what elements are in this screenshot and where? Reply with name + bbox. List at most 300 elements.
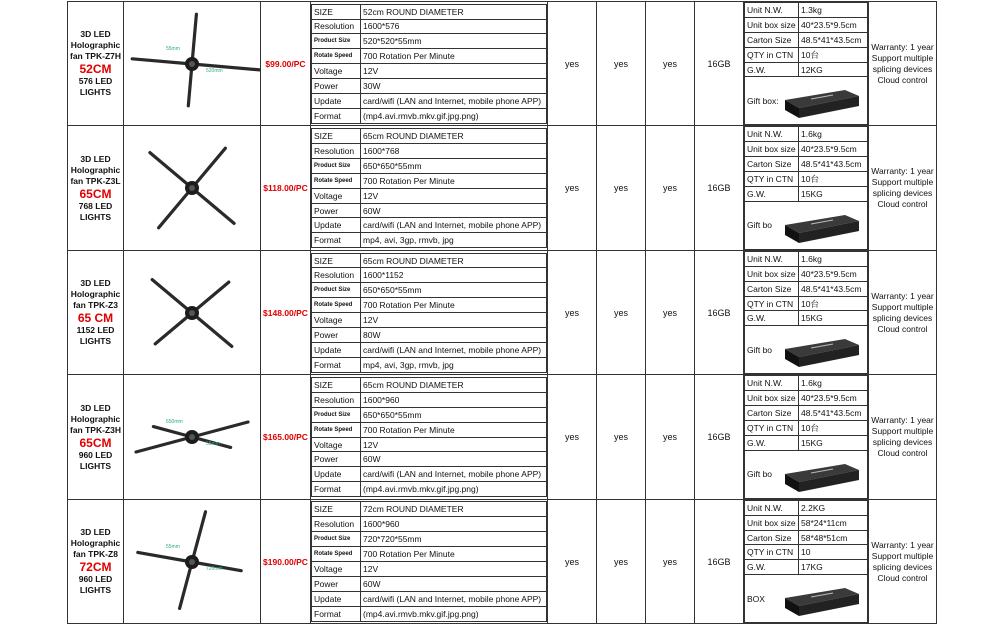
packing-cell: [744, 2, 869, 126]
spec-label: Format: [312, 233, 361, 248]
spec-row: [312, 4, 547, 19]
product-size: 72CM: [79, 560, 112, 575]
spec-row: [312, 188, 547, 203]
product-lights: 768 LED LIGHTS: [78, 200, 113, 222]
fan-dim-label: 55mm: [206, 441, 220, 448]
spec-value: card/wifi (LAN and Internet, mobile phone APP): [361, 218, 547, 233]
spec-label: Update: [312, 342, 361, 357]
packing-row: [745, 560, 868, 575]
spec-label: SIZE: [312, 502, 361, 517]
spec-value: 12V: [361, 64, 547, 79]
packing-row: [745, 421, 868, 436]
packing-value: 10台: [799, 296, 868, 311]
warranty: Warranty: 1 year Support multiple splicing devices Cloud control: [869, 2, 937, 126]
product-lights: 1152 LED LIGHTS: [76, 325, 115, 347]
spec-value: (mp4.avi.rmvb.mkv.gif.jpg.png): [361, 606, 547, 621]
fan-image: [124, 379, 260, 495]
packing-label: Unit box size: [745, 17, 799, 32]
packing-label: G.W.: [745, 560, 799, 575]
feature-1: yes: [548, 499, 597, 623]
packing-row: [745, 172, 868, 187]
spec-row: [312, 606, 547, 621]
packing-label: Unit N.W.: [745, 3, 799, 18]
packing-row: [745, 296, 868, 311]
spec-row: [312, 108, 547, 123]
memory: 16GB: [695, 2, 744, 126]
product-image-cell: [124, 499, 261, 623]
spec-label: Format: [312, 357, 361, 372]
spec-row: [312, 576, 547, 591]
fan-dim-label: 55mm: [166, 45, 180, 52]
spec-label: Power: [312, 576, 361, 591]
packing-value: 10台: [799, 421, 868, 436]
spec-label: Update: [312, 218, 361, 233]
feature-2: yes: [597, 375, 646, 499]
packing-label: QTY in CTN: [745, 421, 799, 436]
spec-label: SIZE: [312, 253, 361, 268]
spec-value: mp4, avi, 3gp, rmvb, jpg: [361, 233, 547, 248]
feature-3: yes: [646, 499, 695, 623]
box-cell: [745, 326, 868, 374]
packing-label: G.W.: [745, 311, 799, 326]
packing-label: G.W.: [745, 62, 799, 77]
feature-3: yes: [646, 250, 695, 374]
box-label: Gift bo: [747, 469, 773, 480]
spec-label: Rotate Speed: [312, 173, 361, 188]
spec-value: 12V: [361, 313, 547, 328]
spec-label: Product Size: [312, 532, 361, 547]
product-row: [68, 2, 937, 126]
spec-value: card/wifi (LAN and Internet, mobile phone APP): [361, 467, 547, 482]
fan-dim-label: 520mm: [206, 67, 223, 74]
packing-value: 10: [799, 545, 868, 560]
spec-value: card/wifi (LAN and Internet, mobile phone APP): [361, 94, 547, 109]
spec-value: 72cm ROUND DIAMETER: [361, 502, 547, 517]
packing-value: 1.6kg: [799, 376, 868, 391]
feature-3: yes: [646, 2, 695, 126]
spec-label: Resolution: [312, 268, 361, 283]
packing-label: Unit box size: [745, 142, 799, 157]
packing-value: 15KG: [799, 187, 868, 202]
product-row: [68, 126, 937, 250]
packing-cell: [744, 499, 869, 623]
gift-box-image: [781, 211, 861, 245]
feature-3: yes: [646, 375, 695, 499]
packing-row: [745, 311, 868, 326]
packing-table: [744, 126, 868, 249]
packing-value: 40*23.5*9.5cm: [799, 142, 868, 157]
packing-label: Unit box size: [745, 266, 799, 281]
box-label: Gift bo: [747, 344, 773, 355]
product-name-cell: [68, 126, 124, 250]
spec-label: Voltage: [312, 188, 361, 203]
packing-row: [745, 251, 868, 266]
spec-row: [312, 233, 547, 248]
spec-label: Product Size: [312, 283, 361, 298]
packing-value: 2.2KG: [799, 500, 868, 515]
packing-label: Carton Size: [745, 406, 799, 421]
product-size: 65CM: [79, 186, 112, 201]
spec-row: [312, 64, 547, 79]
spec-value: 60W: [361, 203, 547, 218]
spec-row: [312, 144, 547, 159]
spec-value: 650*650*55mm: [361, 407, 547, 422]
product-size: 65CM: [79, 435, 112, 450]
packing-value: 48.5*41*43.5cm: [799, 32, 868, 47]
packing-value: 1.3kg: [799, 3, 868, 18]
packing-row: [745, 62, 868, 77]
spec-row: [312, 392, 547, 407]
packing-row: [745, 530, 868, 545]
product-price: $118.00/PC: [261, 126, 311, 250]
product-price: $148.00/PC: [261, 250, 311, 374]
spec-table: [311, 377, 547, 497]
packing-label: Unit N.W.: [745, 376, 799, 391]
spec-row: [312, 218, 547, 233]
spec-value: 650*650*55mm: [361, 158, 547, 173]
packing-row: [745, 201, 868, 249]
spec-value: card/wifi (LAN and Internet, mobile phone APP): [361, 342, 547, 357]
spec-value: 80W: [361, 328, 547, 343]
spec-row: [312, 203, 547, 218]
fan-image: [124, 255, 260, 371]
packing-value: 1.6kg: [799, 251, 868, 266]
spec-row: [312, 482, 547, 497]
box-cell: [745, 77, 868, 125]
packing-label: Carton Size: [745, 530, 799, 545]
packing-label: G.W.: [745, 435, 799, 450]
box-cell: [745, 201, 868, 249]
spec-row: [312, 79, 547, 94]
spec-cell: [311, 2, 548, 126]
spec-label: Power: [312, 452, 361, 467]
warranty: Warranty: 1 year Support multiple splicing devices Cloud control: [869, 250, 937, 374]
spec-label: SIZE: [312, 4, 361, 19]
spec-label: Product Size: [312, 34, 361, 49]
product-name-cell: [68, 250, 124, 374]
spec-value: 12V: [361, 188, 547, 203]
spec-row: [312, 407, 547, 422]
spec-label: Power: [312, 79, 361, 94]
spec-row: [312, 378, 547, 393]
product-size: 65 CM: [77, 311, 114, 326]
box-label: BOX: [747, 593, 765, 604]
packing-value: 1.6kg: [799, 127, 868, 142]
packing-label: Carton Size: [745, 281, 799, 296]
spec-row: [312, 283, 547, 298]
product-row: [68, 250, 937, 374]
spec-row: [312, 467, 547, 482]
product-name-cell: [68, 2, 124, 126]
spec-value: (mp4.avi.rmvb.mkv.gif.jpg.png): [361, 108, 547, 123]
packing-value: 58*48*51cm: [799, 530, 868, 545]
spec-label: Update: [312, 467, 361, 482]
memory: 16GB: [695, 126, 744, 250]
packing-row: [745, 376, 868, 391]
spec-value: 700 Rotation Per Minute: [361, 49, 547, 64]
spec-label: Rotate Speed: [312, 422, 361, 437]
packing-label: QTY in CTN: [745, 545, 799, 560]
spec-label: Voltage: [312, 562, 361, 577]
spec-label: Update: [312, 94, 361, 109]
spec-label: Rotate Speed: [312, 298, 361, 313]
feature-2: yes: [597, 250, 646, 374]
gift-box-image: [781, 584, 861, 618]
spec-cell: [311, 126, 548, 250]
product-lights: 960 LED LIGHTS: [78, 574, 113, 596]
product-name-cell: [68, 375, 124, 499]
spec-value: 650*650*55mm: [361, 283, 547, 298]
packing-label: Carton Size: [745, 157, 799, 172]
spec-row: [312, 158, 547, 173]
product-name: 3D LED Holographic fan TPK-Z8: [70, 527, 121, 560]
spec-value: 12V: [361, 437, 547, 452]
packing-label: G.W.: [745, 187, 799, 202]
spec-row: [312, 342, 547, 357]
gift-box-image: [781, 86, 861, 120]
warranty: Warranty: 1 year Support multiple splicing devices Cloud control: [869, 375, 937, 499]
packing-value: 58*24*11cm: [799, 515, 868, 530]
feature-1: yes: [548, 2, 597, 126]
spec-row: [312, 422, 547, 437]
product-lights: 576 LED LIGHTS: [78, 76, 113, 98]
spec-label: Voltage: [312, 437, 361, 452]
packing-value: 48.5*41*43.5cm: [799, 157, 868, 172]
spec-table: [311, 253, 547, 373]
spec-table: [311, 128, 547, 248]
product-sheet: [67, 1, 937, 624]
spec-row: [312, 591, 547, 606]
fan-dim-label: 55mm: [166, 543, 180, 550]
packing-label: Unit N.W.: [745, 500, 799, 515]
spec-row: [312, 547, 547, 562]
spec-row: [312, 19, 547, 34]
fan-dim-label: 720mm: [206, 565, 223, 572]
spec-label: Format: [312, 482, 361, 497]
spec-value: 12V: [361, 562, 547, 577]
packing-label: QTY in CTN: [745, 296, 799, 311]
packing-row: [745, 187, 868, 202]
packing-value: 40*23.5*9.5cm: [799, 17, 868, 32]
product-name-cell: [68, 499, 124, 623]
spec-value: 1600*576: [361, 19, 547, 34]
fan-image: [124, 130, 260, 246]
packing-row: [745, 500, 868, 515]
packing-value: 48.5*41*43.5cm: [799, 406, 868, 421]
spec-value: 720*720*55mm: [361, 532, 547, 547]
packing-row: [745, 435, 868, 450]
packing-row: [745, 326, 868, 374]
spec-row: [312, 562, 547, 577]
packing-value: 17KG: [799, 560, 868, 575]
spec-label: SIZE: [312, 378, 361, 393]
packing-row: [745, 47, 868, 62]
packing-label: Unit box size: [745, 391, 799, 406]
packing-row: [745, 515, 868, 530]
packing-table: [744, 2, 868, 125]
spec-value: 65cm ROUND DIAMETER: [361, 378, 547, 393]
packing-row: [745, 406, 868, 421]
spec-label: Format: [312, 108, 361, 123]
fan-image: [124, 6, 260, 122]
spec-label: Resolution: [312, 144, 361, 159]
packing-label: Carton Size: [745, 32, 799, 47]
packing-row: [745, 545, 868, 560]
spec-cell: [311, 499, 548, 623]
gift-box-image: [781, 335, 861, 369]
packing-cell: [744, 375, 869, 499]
memory: 16GB: [695, 250, 744, 374]
product-name: 3D LED Holographic fan TPK-Z3H: [70, 402, 121, 435]
box-cell: [745, 450, 868, 498]
spec-table: [311, 4, 547, 124]
spec-label: Resolution: [312, 392, 361, 407]
spec-row: [312, 253, 547, 268]
feature-1: yes: [548, 375, 597, 499]
spec-table: [311, 501, 547, 621]
spec-row: [312, 268, 547, 283]
memory: 16GB: [695, 375, 744, 499]
spec-value: 65cm ROUND DIAMETER: [361, 129, 547, 144]
product-name: 3D LED Holographic fan TPK-Z3: [70, 278, 121, 311]
spec-label: Product Size: [312, 407, 361, 422]
feature-1: yes: [548, 126, 597, 250]
spec-label: Voltage: [312, 313, 361, 328]
spec-value: 1600*768: [361, 144, 547, 159]
spec-label: SIZE: [312, 129, 361, 144]
spec-row: [312, 452, 547, 467]
spec-row: [312, 129, 547, 144]
packing-row: [745, 450, 868, 498]
packing-row: [745, 127, 868, 142]
spec-label: Product Size: [312, 158, 361, 173]
packing-cell: [744, 250, 869, 374]
spec-label: Resolution: [312, 517, 361, 532]
packing-row: [745, 142, 868, 157]
packing-table: [744, 500, 868, 623]
spec-row: [312, 313, 547, 328]
spec-label: Rotate Speed: [312, 547, 361, 562]
spec-value: 700 Rotation Per Minute: [361, 422, 547, 437]
packing-row: [745, 266, 868, 281]
spec-cell: [311, 375, 548, 499]
product-name: 3D LED Holographic fan TPK-Z7H: [70, 29, 121, 62]
product-name: 3D LED Holographic fan TPK-Z3L: [70, 153, 121, 186]
packing-cell: [744, 126, 869, 250]
warranty: Warranty: 1 year Support multiple splicing devices Cloud control: [869, 499, 937, 623]
product-size: 52CM: [79, 62, 112, 77]
box-label: Gift bo: [747, 220, 773, 231]
packing-row: [745, 3, 868, 18]
packing-row: [745, 575, 868, 623]
spec-row: [312, 298, 547, 313]
spec-label: Update: [312, 591, 361, 606]
product-image-cell: [124, 375, 261, 499]
packing-label: Unit N.W.: [745, 251, 799, 266]
spec-value: 65cm ROUND DIAMETER: [361, 253, 547, 268]
packing-value: 15KG: [799, 311, 868, 326]
spec-value: 700 Rotation Per Minute: [361, 547, 547, 562]
product-price: $99.00/PC: [261, 2, 311, 126]
box-cell: [745, 575, 868, 623]
spec-label: Power: [312, 328, 361, 343]
spec-label: Power: [312, 203, 361, 218]
product-row: [68, 375, 937, 499]
spec-value: 520*520*55mm: [361, 34, 547, 49]
spec-label: Rotate Speed: [312, 49, 361, 64]
spec-row: [312, 49, 547, 64]
spec-label: Resolution: [312, 19, 361, 34]
packing-row: [745, 157, 868, 172]
packing-value: 12KG: [799, 62, 868, 77]
product-price: $190.00/PC: [261, 499, 311, 623]
spec-row: [312, 532, 547, 547]
feature-1: yes: [548, 250, 597, 374]
product-row: [68, 499, 937, 623]
spec-value: (mp4.avi.rmvb.mkv.gif.jpg.png): [361, 482, 547, 497]
feature-2: yes: [597, 126, 646, 250]
packing-value: 10台: [799, 172, 868, 187]
spec-value: 52cm ROUND DIAMETER: [361, 4, 547, 19]
spec-value: mp4, avi, 3gp, rmvb, jpg: [361, 357, 547, 372]
box-label: Gift box:: [747, 95, 779, 106]
spec-row: [312, 502, 547, 517]
packing-value: 10台: [799, 47, 868, 62]
packing-row: [745, 17, 868, 32]
packing-value: 15KG: [799, 435, 868, 450]
spec-value: 60W: [361, 452, 547, 467]
packing-table: [744, 251, 868, 374]
spec-value: 1600*960: [361, 517, 547, 532]
product-price: $165.00/PC: [261, 375, 311, 499]
packing-label: Unit N.W.: [745, 127, 799, 142]
spec-row: [312, 94, 547, 109]
spec-value: 700 Rotation Per Minute: [361, 173, 547, 188]
feature-2: yes: [597, 499, 646, 623]
fan-image: [124, 504, 260, 620]
feature-2: yes: [597, 2, 646, 126]
product-image-cell: [124, 2, 261, 126]
packing-value: 40*23.5*9.5cm: [799, 266, 868, 281]
packing-row: [745, 77, 868, 125]
spec-value: card/wifi (LAN and Internet, mobile phone APP): [361, 591, 547, 606]
spec-row: [312, 173, 547, 188]
packing-value: 40*23.5*9.5cm: [799, 391, 868, 406]
product-image-cell: [124, 250, 261, 374]
spec-value: 700 Rotation Per Minute: [361, 298, 547, 313]
spec-row: [312, 517, 547, 532]
product-lights: 960 LED LIGHTS: [78, 449, 113, 471]
spec-row: [312, 357, 547, 372]
packing-row: [745, 391, 868, 406]
packing-row: [745, 32, 868, 47]
spec-value: 30W: [361, 79, 547, 94]
packing-value: 48.5*41*43.5cm: [799, 281, 868, 296]
product-image-cell: [124, 126, 261, 250]
packing-label: Unit box size: [745, 515, 799, 530]
fan-dim-label: 650mm: [166, 419, 183, 426]
packing-label: QTY in CTN: [745, 47, 799, 62]
feature-3: yes: [646, 126, 695, 250]
spec-value: 1600*960: [361, 392, 547, 407]
memory: 16GB: [695, 499, 744, 623]
spec-value: 1600*1152: [361, 268, 547, 283]
spec-row: [312, 437, 547, 452]
warranty: Warranty: 1 year Support multiple splicing devices Cloud control: [869, 126, 937, 250]
spec-row: [312, 328, 547, 343]
spec-cell: [311, 250, 548, 374]
gift-box-image: [781, 460, 861, 494]
